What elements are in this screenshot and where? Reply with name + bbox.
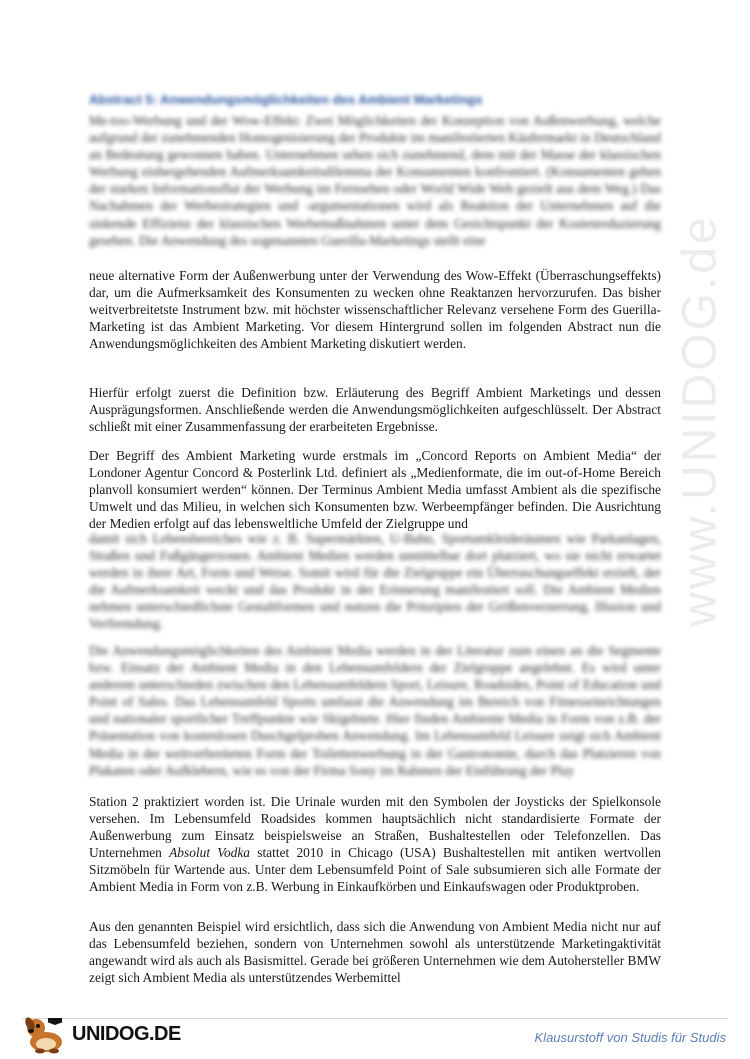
paragraph-5: Aus den genannten Beispiel wird ersichtlich, dass sich die Anwendung von Ambient Media nicht nur auf das Lebensumfeld beziehen, sondern von Unternehmen sowohl als unterstützende Marketingaktivität angewandt wird als auch als Basismittel. Gerade bei größeren Unternehmen wie dem Autohersteller BMW zeigt sich Ambient Media als unterstützendes Werbemittel xyxy=(89,919,661,986)
paragraph-1-blurred: Me-too-Werbung und der Wow-Effekt: Zwei Möglichkeiten der Konzeption von Außenwerbung, welche aufgrund der zunehmenden Homogenisierung der Produkte im manifestierten Käufermarkt in Deutschland an Bedeutung gewonnen haben. Unternehmen sehen sich zunehmend, dem mit der Masse der klassischen Werbung einhergehenden Aufmerksamkeitsdilemma der Konsumenten konfrontiert. (Konsumenten gehen der starken Informationsflut der Werbung im Fernsehen oder World Wide Web gezielt aus dem Weg.) Das Nachahmen der Werbestrategien und -argumentationen wird als Reaktion der Unternehmen auf die sinkende Effizienz der klassischen Werbemaßnahmen unter dem Gesichtspunkt der Kostenreduzierung gesehen. Die Anwendung des sogenannten Guerilla-Marketings stellt eine xyxy=(89,113,661,248)
page-heading: Abstract 5: Anwendungsmöglichkeiten des Ambient Marketings xyxy=(89,92,483,107)
paragraph-3: Der Begriff des Ambient Marketing wurde erstmals im „Concord Reports on Ambient Media“ der Londoner Agentur Concord & Posterlink Ltd. definiert als „Medienformate, die im out-of-Home Bereich planvoll konsumiert werden“ können. Der Terminus Ambient Media umfasst Ambient als die spezifische Umwelt und das Milieu, in welchen sich Konsumenten bzw. Werbeempfänger befinden. Die Ausrichtung der Medien erfolgt auf das lebensweltliche Umfeld der Zielgruppe und xyxy=(89,448,661,532)
paragraph-1: neue alternative Form der Außenwerbung unter der Verwendung des Wow-Effekt (Überraschungseffekts) dar, um die Aufmerksamkeit des Konsumenten zu wecken ohne Reaktanzen hervorzurufen. Das bisher weitverbreitetste Instrument bzw. mit höchster wissenschaftlicher Relevanz versehene Form des Guerilla-Marketing ist das Ambient Marketing. Vor diesem Hintergrund sollen im folgenden Abstract nun die Anwendungsmöglichkeiten des Ambient Marketing diskutiert werden. xyxy=(89,268,661,352)
paragraph-3-blurred: damit sich Lebensbereiches wie z. B. Supermärkten, U-Bahn, Sportumkleideräumen wie Parkanlagen, Straßen und Fußgängerzonen. Ambient Medien werden unmittelbar dort platziert, wo sie nicht erwartet werden in ihrer Art, Form und Weise. Somit wird für die Zielgruppe ein Überraschungseffekt erzielt, der die Aufmerksamkeit weckt und das Produkt in der Erinnerung manifestiert soll. Die Ambient Medien nehmen unterschiedlichste Gestaltformen und nutzen die Prinzipien der Größenverzerrung, Illusion und Verfremdung. xyxy=(89,531,661,632)
logo-text: UNIDOG.DE xyxy=(72,1022,181,1045)
paragraph-4-blurred: Die Anwendungsmöglichkeiten des Ambient Media werden in der Literatur zum einen an die Segmente bzw. Einsatz der Ambient Media in den Lebensumfeldern der Zielgruppe angelehnt. Es wird unter anderem unterschieden zwischen den Lebensumfeldern Sport, Leisure, Roadsides, Point of Education und Point of Sales. Das Lebensumfeld Sports umfasst die Anwendung im Bereich von Fitnesseinrichtungen und nationaler sportlicher Treffpunkte wie Skigebiete. Hier finden Ambiente Media in Form von z.B. der Präsentation von kostenlosen Duschgelproben Anwendung. Im Lebensumfeld Leisure zeigt sich Ambient Media in der weitverbreiteten Form der Toilettenwerbung in der Gastronomie, durch das Platzieren von Plakaten oder Aufklebern, wie es von der Firma Sony im Rahmen der Einführung der Play xyxy=(89,643,661,778)
watermark xyxy=(655,110,745,730)
footer-logo[interactable] xyxy=(22,1014,181,1054)
watermark-text: www.UNIDOG.de xyxy=(673,213,727,627)
paragraph-4-text-b: stattet 2010 in Chicago (USA) Bushaltestellen mit antiken wertvollen Sitzmöbeln für Wartende aus. Unter dem Lebensumfeld Point of Sale subsumieren sich alle Formate der Ambient Media in Form von z.B. Werbung in Einkaufkörben und Einkaufswagen oder Produktproben. xyxy=(89,845,662,895)
dog-mascot-icon xyxy=(22,1014,72,1054)
paragraph-2: Hierfür erfolgt zuerst die Definition bzw. Erläuterung des Begriff Ambient Marketings und dessen Ausprägungsformen. Anschließende werden die Anwendungsmöglichkeiten aufgeschlüsselt. Der Abstract schließt mit einer Zusammenfassung der erarbeiteten Ergebnisse. xyxy=(89,385,661,435)
paragraph-4-text-a: Station 2 praktiziert worden ist. Die Urinale wurden mit den Symbolen der Joysticks der Spielkonsole versehen. Im Lebensumfeld Roadsides kommen hauptsächlich nicht standardisierte Formate der Außenwerbung zum Einsatz beispielsweise an Straßen, Bushaltestellen oder Telefonzellen. Das Unternehmen xyxy=(89,794,661,861)
footer-slogan: Klausurstoff von Studis für Studis xyxy=(534,1030,726,1045)
paragraph-4 xyxy=(89,793,661,896)
paragraph-4-brand: Absolut Vodka xyxy=(169,845,251,861)
